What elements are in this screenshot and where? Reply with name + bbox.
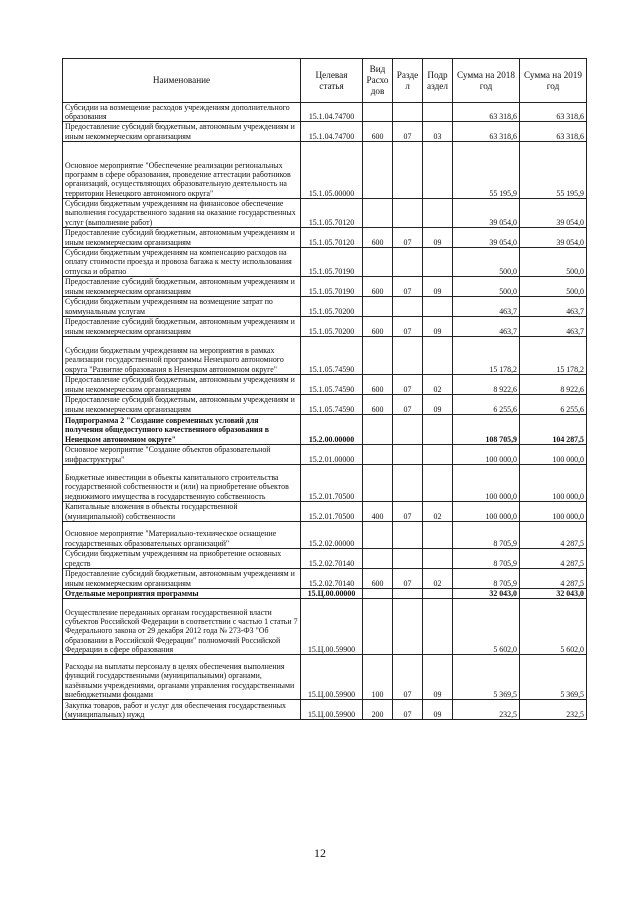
- cell-code: 15.2.02.70140: [301, 568, 363, 588]
- cell-pr: [423, 198, 453, 227]
- cell-vr: [363, 103, 393, 122]
- table-row: [63, 521, 587, 548]
- cell-s1: 63 318,6: [453, 103, 520, 122]
- cell-code: 15.1.05.00000: [301, 141, 363, 198]
- cell-s1: 100 000,0: [453, 464, 520, 501]
- cell-code: 15.2.02.70140: [301, 548, 363, 568]
- cell-s1: 6 255,6: [453, 394, 520, 414]
- cell-code: 15.1.04.74700: [301, 122, 363, 141]
- cell-s1: 39 054,0: [453, 227, 520, 247]
- cell-vr: 600: [363, 227, 393, 247]
- table-row: [63, 599, 587, 655]
- table-row: [63, 122, 587, 141]
- cell-s2: 39 054,0: [520, 198, 587, 227]
- cell-s1: 8 705,9: [453, 568, 520, 588]
- table-row: [63, 103, 587, 122]
- cell-vr: [363, 414, 393, 444]
- cell-code: 15.2.01.70500: [301, 501, 363, 521]
- cell-s2: 8 922,6: [520, 374, 587, 394]
- cell-vr: 600: [363, 374, 393, 394]
- cell-vr: [363, 141, 393, 198]
- cell-s1: 500,0: [453, 276, 520, 296]
- cell-name: Субсидии бюджетным учреждениям на финансовое обеспечение выполнения государственного задания на оказание государственных услуг (выполнение работ): [63, 198, 301, 227]
- cell-name: Предоставление субсидий бюджетным, автономным учреждениям и иным некоммерческим организациям: [63, 394, 301, 414]
- cell-rz: 07: [393, 374, 423, 394]
- cell-pr: 02: [423, 568, 453, 588]
- cell-code: 15.1.05.70190: [301, 247, 363, 276]
- cell-pr: [423, 141, 453, 198]
- cell-s1: 8 705,9: [453, 548, 520, 568]
- cell-s1: 100 000,0: [453, 444, 520, 464]
- cell-pr: [423, 296, 453, 316]
- cell-s2: 104 287,5: [520, 414, 587, 444]
- cell-s2: 100 000,0: [520, 444, 587, 464]
- cell-vr: [363, 588, 393, 598]
- cell-s2: 15 178,2: [520, 336, 587, 374]
- cell-name: Отдельные мероприятия программы: [63, 588, 301, 598]
- cell-code: 15.1.05.70190: [301, 276, 363, 296]
- cell-code: 15.2.01.00000: [301, 444, 363, 464]
- table-row: [63, 700, 587, 720]
- cell-s2: 4 287,5: [520, 548, 587, 568]
- cell-vr: 600: [363, 394, 393, 414]
- cell-pr: [423, 103, 453, 122]
- cell-s2: 5 369,5: [520, 655, 587, 700]
- cell-name: Осуществление переданных органам государственной власти субъектов Российской Федерации в соответствии с частью 1 статьи 7 Федерального закона от 29 декабря 2012 года № 273-ФЗ "Об образовании в Российской Федерации" полномочий Российской Федерации в сфере образования: [63, 599, 301, 655]
- cell-rz: 07: [393, 122, 423, 141]
- cell-s1: 5 602,0: [453, 599, 520, 655]
- table-row: [63, 141, 587, 198]
- cell-code: 15.1.05.74590: [301, 374, 363, 394]
- cell-rz: 07: [393, 568, 423, 588]
- table-row: [63, 276, 587, 296]
- cell-pr: 09: [423, 700, 453, 720]
- cell-vr: [363, 444, 393, 464]
- cell-code: 15.2.01.70500: [301, 464, 363, 501]
- cell-rz: 07: [393, 227, 423, 247]
- table-row: [63, 394, 587, 414]
- header-target-article: Целевая статья: [301, 59, 363, 103]
- table-row: [63, 501, 587, 521]
- cell-code: 15.1.05.70120: [301, 198, 363, 227]
- cell-rz: [393, 521, 423, 548]
- cell-s1: 232,5: [453, 700, 520, 720]
- cell-s1: 32 043,0: [453, 588, 520, 598]
- cell-code: 15.Ц.00.59900: [301, 599, 363, 655]
- cell-s1: 100 000,0: [453, 501, 520, 521]
- cell-s2: 6 255,6: [520, 394, 587, 414]
- cell-rz: [393, 414, 423, 444]
- cell-pr: 03: [423, 122, 453, 141]
- cell-pr: 02: [423, 501, 453, 521]
- cell-code: 15.1.05.74590: [301, 336, 363, 374]
- cell-vr: 600: [363, 316, 393, 336]
- header-subsection: Подр аздел: [423, 59, 453, 103]
- cell-pr: 09: [423, 227, 453, 247]
- cell-vr: [363, 548, 393, 568]
- cell-s1: 15 178,2: [453, 336, 520, 374]
- cell-name: Основное мероприятие "Создание объектов образовательной инфраструктуры": [63, 444, 301, 464]
- cell-s2: 500,0: [520, 247, 587, 276]
- cell-code: 15.1.04.74700: [301, 103, 363, 122]
- cell-code: 15.Ц.00.59900: [301, 655, 363, 700]
- cell-rz: [393, 444, 423, 464]
- cell-s2: 500,0: [520, 276, 587, 296]
- table-row: [63, 316, 587, 336]
- header-expense-type: Вид Расхо дов: [363, 59, 393, 103]
- cell-vr: 400: [363, 501, 393, 521]
- cell-code: 15.2.00.00000: [301, 414, 363, 444]
- cell-vr: 100: [363, 655, 393, 700]
- cell-pr: [423, 521, 453, 548]
- cell-rz: [393, 198, 423, 227]
- cell-rz: [393, 599, 423, 655]
- cell-s1: 463,7: [453, 316, 520, 336]
- cell-pr: 09: [423, 276, 453, 296]
- cell-name: Субсидии бюджетным учреждениям на приобретение основных средств: [63, 548, 301, 568]
- cell-s2: 232,5: [520, 700, 587, 720]
- cell-name: Субсидии бюджетным учреждениям на мероприятия в рамках реализации государственной программы Ненецкого автономного округа "Развитие образования в Ненецком автономном округе": [63, 336, 301, 374]
- cell-rz: [393, 247, 423, 276]
- cell-vr: [363, 599, 393, 655]
- cell-code: 15.Ц.00.59900: [301, 700, 363, 720]
- cell-code: 15.Ц.00.00000: [301, 588, 363, 598]
- cell-code: 15.2.02.00000: [301, 521, 363, 548]
- cell-pr: [423, 444, 453, 464]
- cell-s1: 63 318,6: [453, 122, 520, 141]
- cell-name: Предоставление субсидий бюджетным, автономным учреждениям и иным некоммерческим организациям: [63, 227, 301, 247]
- table-row: [63, 568, 587, 588]
- cell-vr: [363, 198, 393, 227]
- budget-table: [62, 58, 587, 720]
- table-row: [63, 296, 587, 316]
- cell-s2: 63 318,6: [520, 103, 587, 122]
- cell-s2: 39 054,0: [520, 227, 587, 247]
- cell-rz: [393, 141, 423, 198]
- cell-s1: 5 369,5: [453, 655, 520, 700]
- cell-s2: 32 043,0: [520, 588, 587, 598]
- cell-pr: [423, 599, 453, 655]
- cell-vr: 600: [363, 568, 393, 588]
- cell-vr: 600: [363, 122, 393, 141]
- cell-vr: [363, 464, 393, 501]
- header-name: Наименование: [63, 59, 301, 103]
- cell-pr: 09: [423, 316, 453, 336]
- cell-pr: [423, 464, 453, 501]
- cell-s1: 55 195,9: [453, 141, 520, 198]
- cell-name: Предоставление субсидий бюджетным, автономным учреждениям и иным некоммерческим организациям: [63, 122, 301, 141]
- table-row: [63, 227, 587, 247]
- cell-name: Расходы на выплаты персоналу в целях обеспечения выполнения функций государственными (муниципальными) органами, казёнными учреждениями, органами управления государственными внебюджетными фондами: [63, 655, 301, 700]
- cell-s2: 100 000,0: [520, 464, 587, 501]
- cell-rz: 07: [393, 501, 423, 521]
- cell-vr: [363, 247, 393, 276]
- table-row: [63, 588, 587, 598]
- cell-rz: 07: [393, 655, 423, 700]
- cell-name: Капитальные вложения в объекты государственной (муниципальной) собственности: [63, 501, 301, 521]
- cell-name: Бюджетные инвестиции в объекты капитального строительства государственной собственности и (или) на приобретение объектов недвижимого имущества в государственную собственность: [63, 464, 301, 501]
- cell-name: Предоставление субсидий бюджетным, автономным учреждениям и иным некоммерческим организациям: [63, 276, 301, 296]
- table-row: [63, 247, 587, 276]
- cell-code: 15.1.05.70120: [301, 227, 363, 247]
- cell-rz: [393, 464, 423, 501]
- table-row: [63, 414, 587, 444]
- cell-rz: [393, 103, 423, 122]
- cell-name: Закупка товаров, работ и услуг для обеспечения государственных (муниципальных) нужд: [63, 700, 301, 720]
- cell-rz: 07: [393, 394, 423, 414]
- cell-name: Субсидии на возмещение расходов учреждениям дополнительного образования: [63, 103, 301, 122]
- table-row: [63, 655, 587, 700]
- table-row: [63, 336, 587, 374]
- cell-rz: 07: [393, 700, 423, 720]
- page-number: 12: [314, 846, 326, 860]
- cell-pr: [423, 548, 453, 568]
- cell-s1: 500,0: [453, 247, 520, 276]
- header-sum-2018: Сумма на 2018 год: [453, 59, 520, 103]
- cell-name: Предоставление субсидий бюджетным, автономным учреждениям и иным некоммерческим организациям: [63, 374, 301, 394]
- cell-name: Субсидии бюджетным учреждениям на возмещение затрат по коммунальным услугам: [63, 296, 301, 316]
- cell-rz: [393, 588, 423, 598]
- cell-pr: [423, 336, 453, 374]
- header-section: Разде л: [393, 59, 423, 103]
- table-row: [63, 548, 587, 568]
- cell-vr: 200: [363, 700, 393, 720]
- table-row: [63, 374, 587, 394]
- cell-s2: 55 195,9: [520, 141, 587, 198]
- cell-pr: [423, 414, 453, 444]
- cell-s1: 108 705,9: [453, 414, 520, 444]
- cell-name: Основное мероприятие "Материально-техническое оснащение государственных образовательных организаций": [63, 521, 301, 548]
- header-sum-2019: Сумма на 2019 год: [520, 59, 587, 103]
- cell-name: Предоставление субсидий бюджетным, автономным учреждениям и иным некоммерческим организациям: [63, 568, 301, 588]
- cell-name: Подпрограмма 2 "Создание современных условий для получения общедоступного качественного образования в Ненецком автономном округе": [63, 414, 301, 444]
- cell-name: Предоставление субсидий бюджетным, автономным учреждениям и иным некоммерческим организациям: [63, 316, 301, 336]
- cell-pr: 02: [423, 374, 453, 394]
- cell-code: 15.1.05.70200: [301, 316, 363, 336]
- cell-rz: [393, 548, 423, 568]
- cell-s1: 39 054,0: [453, 198, 520, 227]
- cell-s1: 8 922,6: [453, 374, 520, 394]
- cell-vr: 600: [363, 276, 393, 296]
- table-row: [63, 198, 587, 227]
- cell-s2: 100 000,0: [520, 501, 587, 521]
- cell-pr: 09: [423, 394, 453, 414]
- cell-rz: 07: [393, 316, 423, 336]
- cell-vr: [363, 296, 393, 316]
- table-body: [63, 103, 587, 720]
- cell-name: Основное мероприятие "Обеспечение реализации региональных программ в сфере образования, проведение аттестации работников организаций, осуществляющих образовательную деятельность на территории Ненецкого автономного округа": [63, 141, 301, 198]
- cell-name: Субсидии бюджетным учреждениям на компенсацию расходов на оплату стоимости проезда и провоза багажа к месту использования отпуска и обратно: [63, 247, 301, 276]
- cell-vr: [363, 521, 393, 548]
- cell-rz: [393, 296, 423, 316]
- cell-s2: 5 602,0: [520, 599, 587, 655]
- cell-s2: 63 318,6: [520, 122, 587, 141]
- cell-pr: [423, 588, 453, 598]
- table-header-row: [63, 59, 587, 103]
- cell-vr: [363, 336, 393, 374]
- cell-pr: [423, 247, 453, 276]
- cell-s2: 4 287,5: [520, 521, 587, 548]
- table-row: [63, 444, 587, 464]
- table-row: [63, 464, 587, 501]
- cell-s2: 463,7: [520, 296, 587, 316]
- cell-s2: 4 287,5: [520, 568, 587, 588]
- cell-code: 15.1.05.70200: [301, 296, 363, 316]
- cell-code: 15.1.05.74590: [301, 394, 363, 414]
- cell-pr: 09: [423, 655, 453, 700]
- cell-rz: [393, 336, 423, 374]
- cell-rz: 07: [393, 276, 423, 296]
- cell-s2: 463,7: [520, 316, 587, 336]
- cell-s1: 8 705,9: [453, 521, 520, 548]
- cell-s1: 463,7: [453, 296, 520, 316]
